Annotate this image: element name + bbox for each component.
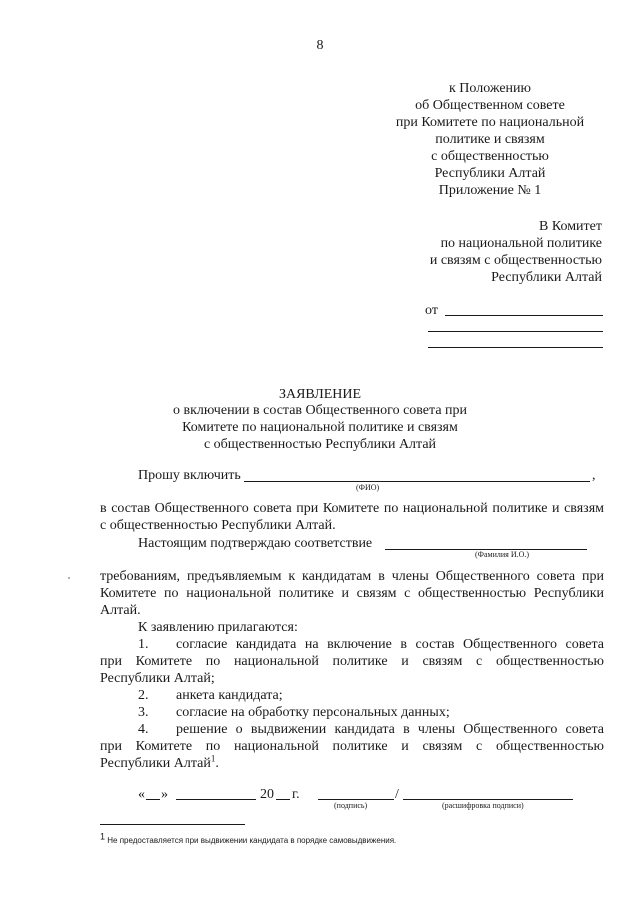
- item-number: 4.: [138, 722, 149, 737]
- item-text: Республики Алтай;: [100, 671, 215, 686]
- footnote: [100, 831, 397, 845]
- annex-line: политике и связям: [435, 132, 545, 147]
- signature-slash: /: [395, 787, 399, 802]
- from-line[interactable]: [428, 331, 603, 332]
- decoding-caption: (расшифровка подписи): [442, 801, 524, 810]
- footnote-reference: 1: [210, 753, 216, 764]
- body-line: Комитете по национальной политике и связям с общественностью Республики: [100, 586, 604, 601]
- item-number: 1.: [138, 637, 149, 652]
- decoding-field[interactable]: [403, 799, 573, 800]
- body-line: в состав Общественного совета при Комитете по национальной политике и связям: [100, 501, 604, 516]
- item-text: согласие на обработку персональных данных;: [176, 705, 450, 720]
- footnote-mark: 1: [100, 831, 106, 842]
- annex-line: об Общественном совете: [415, 98, 565, 113]
- addressee-line: В Комитет: [538, 219, 602, 234]
- day-field[interactable]: [146, 799, 160, 800]
- signature-caption: (подпись): [334, 801, 368, 810]
- from-label: от: [425, 303, 438, 318]
- year-suffix: г.: [292, 787, 300, 802]
- annex-line: Республики Алтай: [434, 166, 546, 181]
- title-line: о включении в состав Общественного совета при: [172, 403, 468, 418]
- fio-field[interactable]: [244, 481, 590, 482]
- scan-artifact: [68, 577, 70, 579]
- item-text: при Комитете по национальной политике и связям с общественностью: [100, 739, 604, 754]
- page-number: 8: [316, 38, 324, 53]
- signature-field[interactable]: [318, 799, 394, 800]
- footnote-text: Не предоставляется при выдвижении кандидата в порядке самовыдвижения.: [105, 836, 397, 845]
- annex-line: при Комитете по национальной: [395, 115, 585, 130]
- body-line: с общественностью Республики Алтай.: [100, 518, 336, 533]
- title-line: с общественностью Республики Алтай: [203, 437, 437, 452]
- annex-title: Приложение № 1: [438, 183, 542, 198]
- request-lead: Прошу включить: [138, 468, 241, 483]
- item-text: анкета кандидата;: [176, 688, 283, 703]
- body-line: требованиям, предъявляемым к кандидатам в члены Общественного совета при: [100, 569, 604, 584]
- confirm-text: Настоящим подтверждаю соответствие: [138, 536, 373, 551]
- document-heading: ЗАЯВЛЕНИЕ: [278, 387, 362, 402]
- year-prefix: 20: [260, 787, 274, 802]
- date-quote-open: «: [138, 787, 145, 802]
- footnote-divider: [100, 824, 245, 825]
- fio-caption: (ФИО): [356, 483, 380, 492]
- addressee-line: и связям с общественностью: [429, 253, 602, 268]
- title-line: Комитете по национальной политике и связям: [182, 420, 458, 435]
- from-line[interactable]: [445, 315, 603, 316]
- date-quote-close: »: [161, 787, 168, 802]
- request-comma: ,: [592, 468, 596, 483]
- body-line: Алтай.: [100, 603, 141, 618]
- attachments-intro: К заявлению прилагаются:: [138, 620, 298, 635]
- annex-line: к Положению: [448, 81, 531, 96]
- item-text: согласие кандидата на включение в состав Общественного совета: [176, 637, 604, 652]
- year-field[interactable]: [276, 799, 290, 800]
- annex-line: с общественностью: [431, 149, 549, 164]
- addressee-line: Республики Алтай: [491, 270, 602, 285]
- from-line[interactable]: [428, 347, 603, 348]
- item-number: 3.: [138, 705, 149, 720]
- item-text: при Комитете по национальной политике и связям с общественностью: [100, 654, 604, 669]
- item-text: Республики Алтай$^1$.: [100, 753, 219, 771]
- item-text: решение о выдвижении кандидата в члены Общественного совета: [176, 722, 604, 737]
- name-caption: (Фамилия И.О.): [475, 550, 530, 559]
- item-number: 2.: [138, 688, 149, 703]
- addressee-line: по национальной политике: [440, 236, 602, 251]
- month-field[interactable]: [176, 799, 256, 800]
